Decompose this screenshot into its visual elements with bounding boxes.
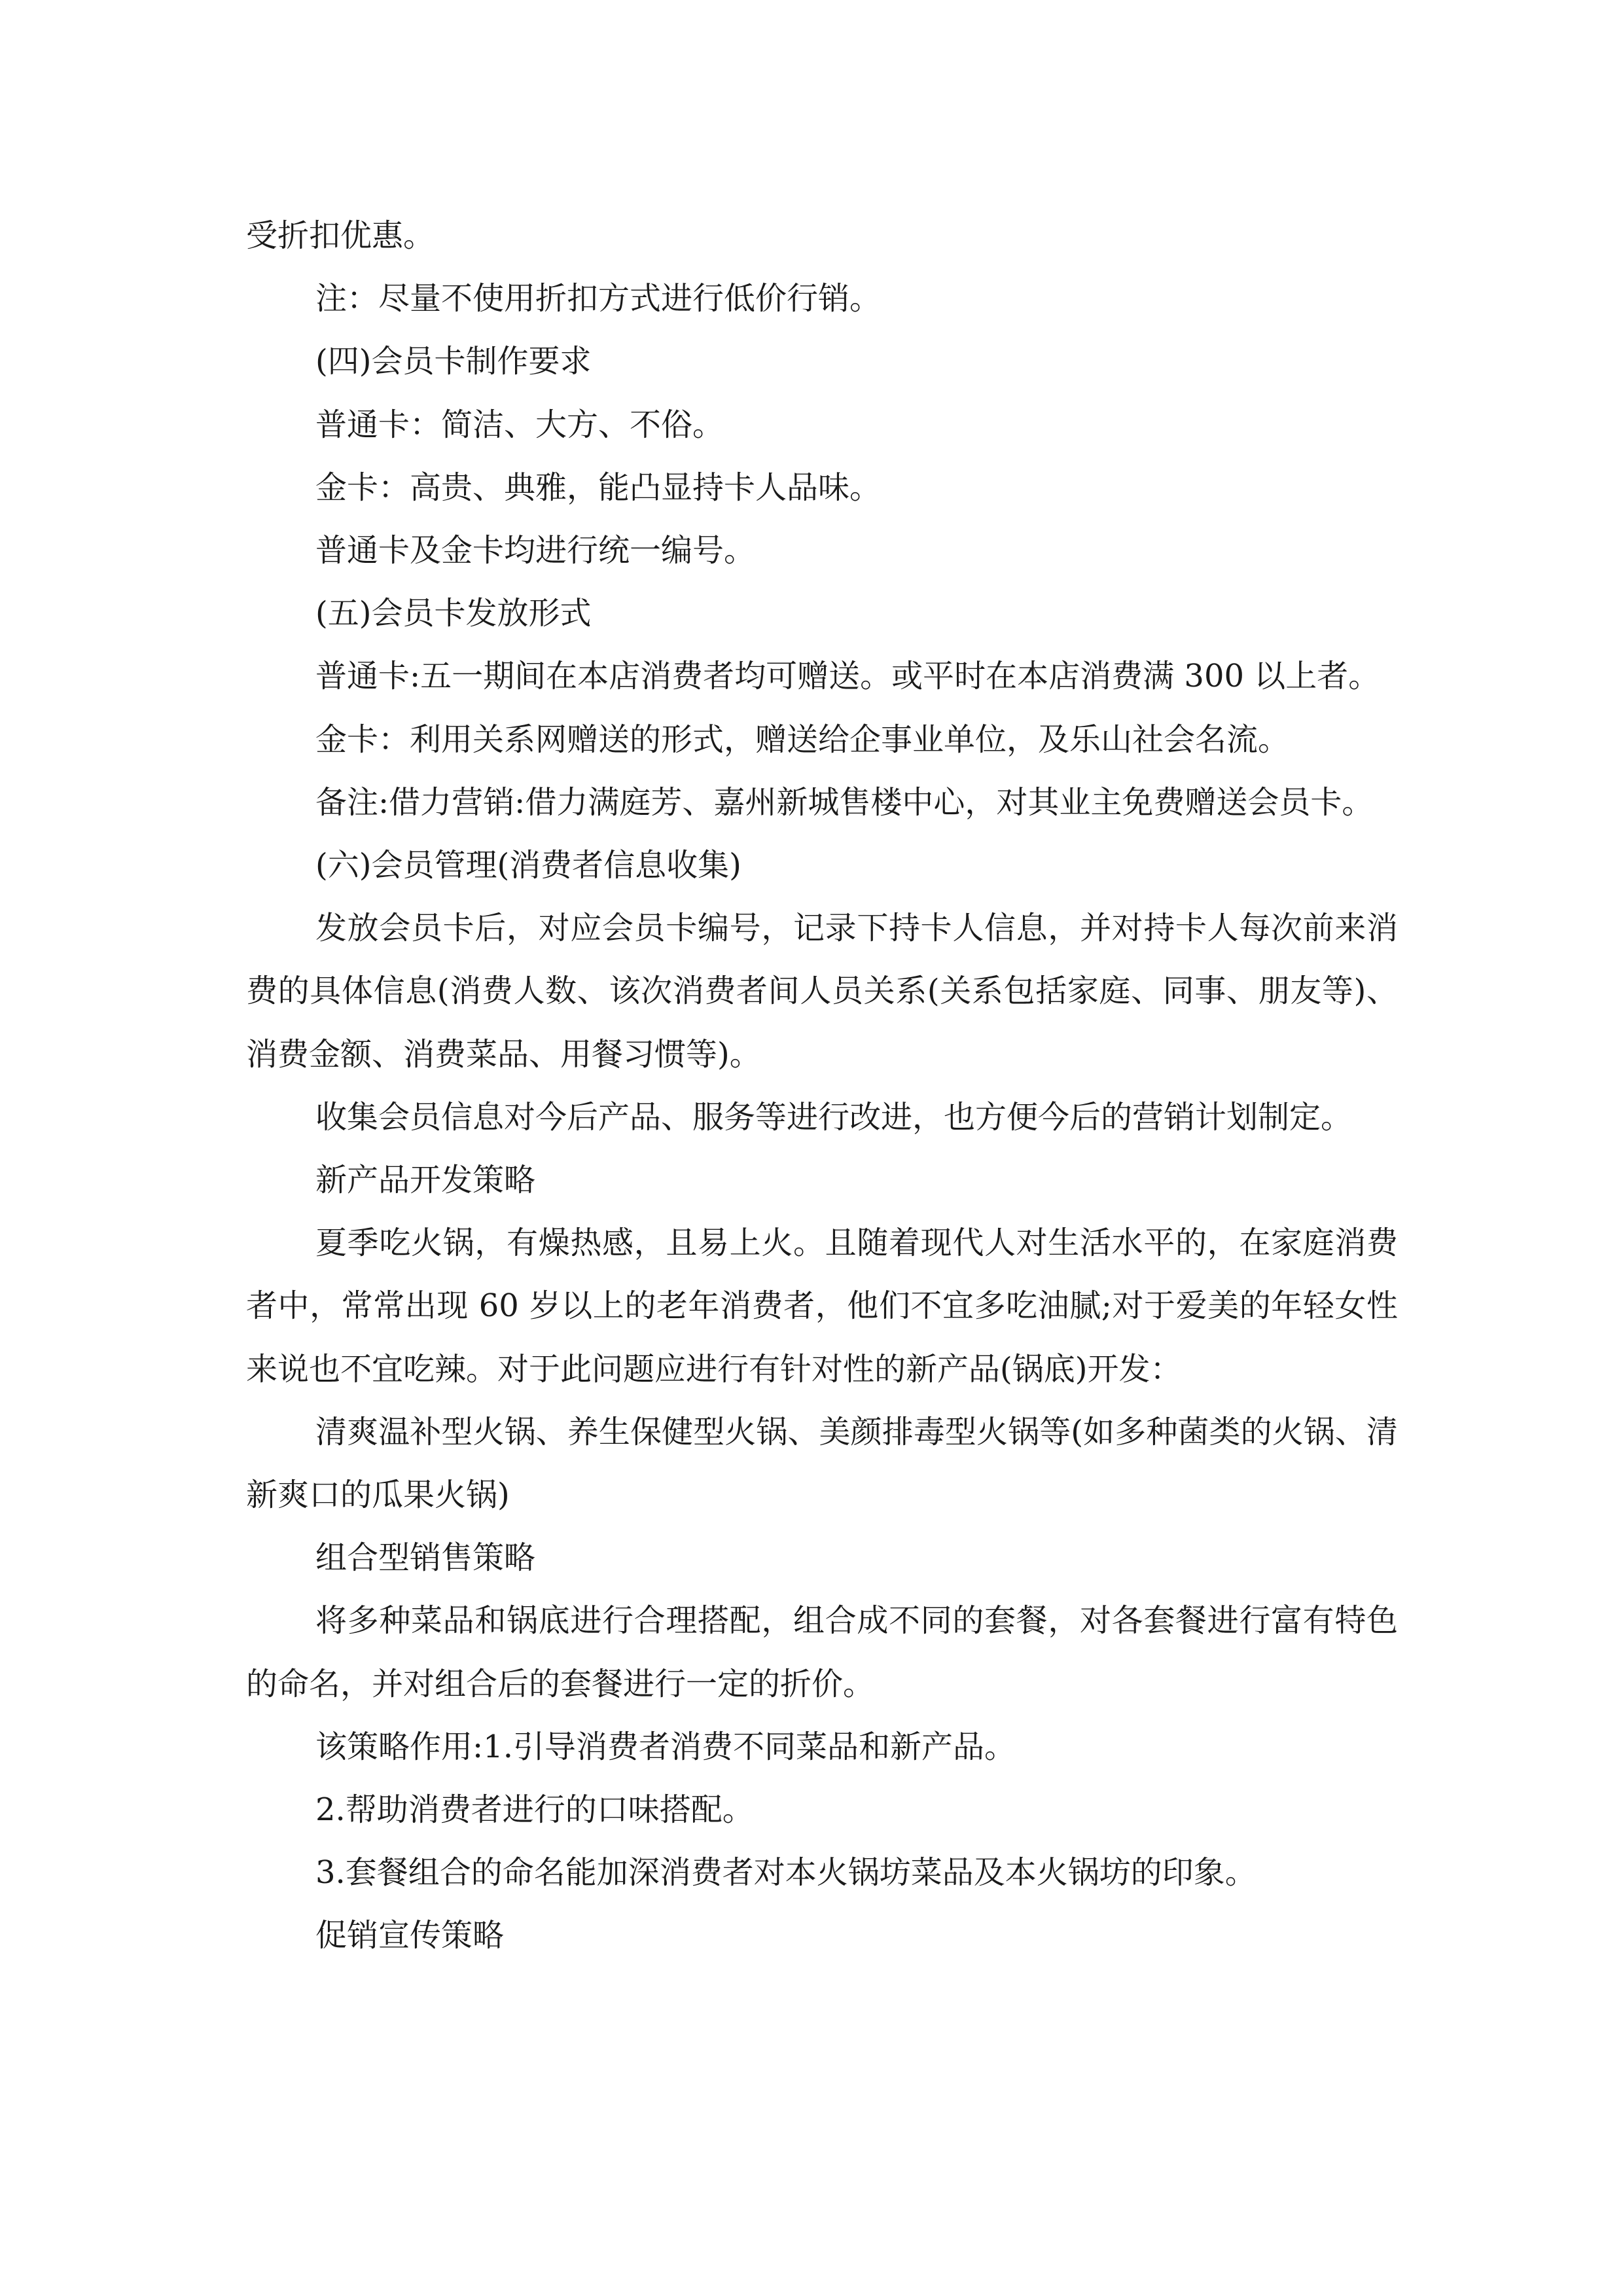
paragraph-note: 注：尽量不使用折扣方式进行低价行销。: [315, 280, 882, 317]
section-heading-member-management: (六)会员管理(消费者信息收集): [315, 847, 741, 884]
section-heading-card-design: (四)会员卡制作要求: [315, 343, 592, 380]
paragraph-gold-card: 金卡：高贵、典雅，能凸显持卡人品味。: [315, 469, 882, 506]
section-heading-combo-sales: 组合型销售策略: [315, 1539, 536, 1577]
section-heading-card-distribution: (五)会员卡发放形式: [315, 595, 592, 632]
paragraph-member-info-use: 收集会员信息对今后产品、服务等进行改进，也方便今后的营销计划制定。: [315, 1098, 1353, 1136]
paragraph-continuation: 受折扣优惠。: [246, 217, 435, 254]
paragraph-numbering: 普通卡及金卡均进行统一编号。: [315, 532, 756, 569]
paragraph-strategy-effect-3: 3.套餐组合的命名能加深消费者对本火锅坊菜品及本火锅坊的印象。: [315, 1854, 1257, 1892]
paragraph-strategy-effect-1: 该策略作用:1.引导消费者消费不同菜品和新产品。: [315, 1728, 1016, 1765]
paragraph-remark: 备注:借力营销:借力满庭芳、嘉州新城售楼中心，对其业主免费赠送会员卡。: [315, 783, 1374, 821]
paragraph-combo-description: 将多种菜品和锅底进行合理搭配，组合成不同的套餐，对各套餐进行富有特色的命名，并对组合后的套餐进行一定的折价。: [246, 1602, 1398, 1702]
paragraph-member-records: 发放会员卡后，对应会员卡编号，记录下持卡人信息，并对持卡人每次前来消费的具体信息(消费人数、该次消费者间人员关系(关系包括家庭、同事、朋友等)、消费金额、消费菜品、用餐习惯等)。: [246, 910, 1398, 1073]
paragraph-strategy-effect-2: 2.帮助消费者进行的口味搭配。: [315, 1791, 754, 1829]
paragraph-regular-card: 普通卡：简洁、大方、不俗。: [315, 406, 724, 443]
paragraph-summer-hotpot: 夏季吃火锅，有燥热感，且易上火。且随着现代人对生活水平的，在家庭消费者中，常常出现 60 岁以上的老年消费者，他们不宜多吃油腻;对于爱美的年轻女性来说也不宜吃辣。对于此问题应进行有针对性的新产品(锅底)开发：: [246, 1225, 1398, 1388]
section-heading-new-product: 新产品开发策略: [315, 1162, 536, 1199]
paragraph-hotpot-types: 清爽温补型火锅、养生保健型火锅、美颜排毒型火锅等(如多种菌类的火锅、清新爽口的瓜果火锅): [246, 1413, 1398, 1514]
paragraph-regular-card-distribution: 普通卡:五一期间在本店消费者均可赠送。或平时在本店消费满 300 以上者。: [315, 658, 1380, 695]
section-heading-promotion: 促销宣传策略: [315, 1917, 505, 1954]
paragraph-gold-card-distribution: 金卡：利用关系网赠送的形式，赠送给企事业单位，及乐山社会名流。: [315, 721, 1290, 758]
document-body: [246, 204, 1398, 1967]
